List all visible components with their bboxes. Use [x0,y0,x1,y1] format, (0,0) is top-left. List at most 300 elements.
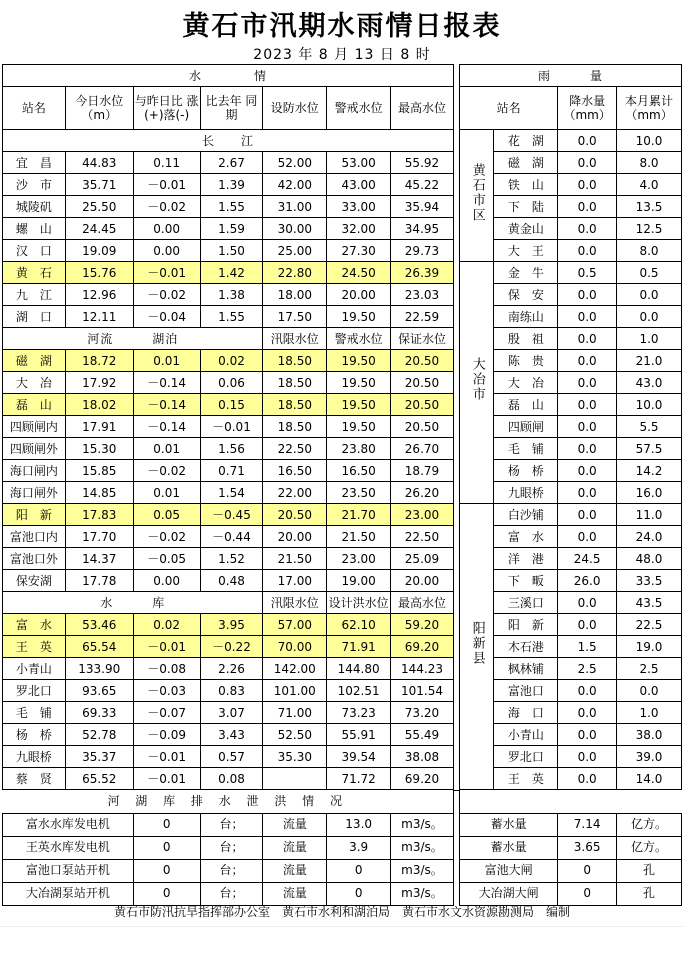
rain-station-name: 毛 铺 [494,438,558,460]
report-title: 黄石市汛期水雨情日报表 [182,11,502,42]
footer-issuers: 黄石市防汛抗旱指挥部办公室 黄石市水利和湖泊局 黄石市水文水资源勘测局 编制 [113,905,570,919]
column-header-rainfall: 降水量（mm） [558,87,617,130]
cell-max: 18.79 [391,460,454,482]
section-column-header: 最高水位 [391,592,454,614]
column-gap [453,174,459,196]
discharge-count: 0 [133,813,200,836]
water-header: 水 情 [3,65,454,87]
cell-today: 15.76 [65,262,133,284]
rain-station-name: 枫林铺 [494,658,558,680]
cell-change: 0.01 [133,482,200,504]
rain-rainfall: 0.0 [558,130,617,152]
cell-yoy: 0.57 [200,746,263,768]
cell-yoy: 1.56 [200,438,263,460]
rain-rainfall: 0.5 [558,262,617,284]
cell-warn: 27.30 [327,240,391,262]
column-gap [453,284,459,306]
cell-yoy: 1.52 [200,548,263,570]
discharge-table [2,790,682,906]
rain-month-total: 21.0 [617,350,682,372]
cell-today: 52.78 [65,724,133,746]
discharge-flow: 0 [327,882,391,905]
section-column-header: 保证水位 [391,328,454,350]
discharge-title: 河 湖 库 排 水 泄 洪 情 况 [107,794,348,808]
rain-station-name: 大 冶 [494,372,558,394]
cell-change: －0.05 [133,548,200,570]
column-gap [453,482,459,504]
rain-station-name: 富池口 [494,680,558,702]
cell-today: 18.02 [65,394,133,416]
storage-value: 0 [558,859,617,882]
cell-design: 101.00 [263,680,327,702]
rain-station-name: 三溪口 [494,592,558,614]
cell-name: 汉 口 [3,240,66,262]
column-gap [453,570,459,592]
cell-yoy: 1.39 [200,174,263,196]
cell-yoy: 2.67 [200,152,263,174]
column-gap [453,592,459,614]
rain-month-total: 38.0 [617,724,682,746]
column-gap [453,416,459,438]
rain-rainfall: 0.0 [558,394,617,416]
cell-name: 大 冶 [3,372,66,394]
cell-warn: 39.54 [327,746,391,768]
cell-change: 0.05 [133,504,200,526]
rain-region-label: 阳新县 [469,621,485,666]
cell-warn: 19.50 [327,416,391,438]
cell-name: 保安湖 [3,570,66,592]
rain-rainfall: 0.0 [558,526,617,548]
cell-today: 12.11 [65,306,133,328]
cell-yoy: 1.59 [200,218,263,240]
cell-name: 富池口内 [3,526,66,548]
discharge-flow: 3.9 [327,836,391,859]
rain-month-total: 1.0 [617,328,682,350]
cell-warn: 19.00 [327,570,391,592]
rain-month-total: 4.0 [617,174,682,196]
cell-name: 蔡 贤 [3,768,66,790]
column-gap [453,702,459,724]
discharge-flow-label: 流量 [263,882,327,905]
cell-name: 王 英 [3,636,66,658]
cell-warn: 19.50 [327,372,391,394]
rain-month-total: 8.0 [617,240,682,262]
rain-month-total: 0.0 [617,306,682,328]
cell-warn: 55.91 [327,724,391,746]
storage-unit: 孔 [617,859,682,882]
cell-max: 26.70 [391,438,454,460]
rain-month-total: 43.0 [617,372,682,394]
cell-design: 21.50 [263,548,327,570]
cell-max: 23.00 [391,504,454,526]
cell-change: －0.02 [133,460,200,482]
rain-station-name: 下 畈 [494,570,558,592]
cell-design: 17.00 [263,570,327,592]
cell-today: 69.33 [65,702,133,724]
rain-month-total: 16.0 [617,482,682,504]
rain-rainfall: 0.0 [558,328,617,350]
storage-name: 蓄水量 [459,813,557,836]
cell-name: 海口闸内 [3,460,66,482]
column-gap [453,240,459,262]
cell-name: 四顾闸外 [3,438,66,460]
cell-design: 52.50 [263,724,327,746]
cell-warn: 102.51 [327,680,391,702]
rain-region-label: 黄石市区 [469,162,485,223]
column-header-rain-station: 站名 [459,87,557,130]
table-row [3,152,682,174]
column-header-warning_level: 警戒水位 [327,87,391,130]
table-row [3,636,682,658]
cell-today: 14.85 [65,482,133,504]
column-gap [453,218,459,240]
cell-yoy: 0.08 [200,768,263,790]
cell-today: 25.50 [65,196,133,218]
rain-rainfall: 0.0 [558,284,617,306]
rain-month-total: 1.0 [617,702,682,724]
rain-rainfall: 0.0 [558,702,617,724]
rain-station-name: 南练山 [494,306,558,328]
cell-warn: 23.80 [327,438,391,460]
cell-design: 142.00 [263,658,327,680]
cell-today: 53.46 [65,614,133,636]
rain-month-total: 0.0 [617,680,682,702]
storage-name: 富池大闸 [459,859,557,882]
cell-design: 25.00 [263,240,327,262]
cell-max: 55.49 [391,724,454,746]
cell-max: 101.54 [391,680,454,702]
cell-name: 九 江 [3,284,66,306]
cell-max: 20.50 [391,394,454,416]
cell-warn: 32.00 [327,218,391,240]
table-row [3,614,682,636]
cell-yoy: 0.15 [200,394,263,416]
table-row [3,746,682,768]
table-row [3,702,682,724]
rain-month-total: 33.5 [617,570,682,592]
rain-station-name: 木石港 [494,636,558,658]
cell-today: 65.52 [65,768,133,790]
rain-month-total: 8.0 [617,152,682,174]
column-header-change: 与昨日比 涨(+)落(-) [133,87,200,130]
column-gap [453,768,459,790]
section-column-header: 警戒水位 [327,328,391,350]
rain-rainfall: 0.0 [558,372,617,394]
discharge-name: 富池口泵站开机 [3,859,134,882]
storage-name: 蓄水量 [459,836,557,859]
rain-station-name: 九眼桥 [494,482,558,504]
column-gap [453,460,459,482]
rain-station-name: 陈 贵 [494,350,558,372]
storage-unit: 亿方。 [617,836,682,859]
rain-month-total: 14.0 [617,768,682,790]
rain-station-name: 殷 祖 [494,328,558,350]
rain-station-name: 杨 桥 [494,460,558,482]
section-column-header: 设计洪水位 [327,592,391,614]
cell-today: 17.91 [65,416,133,438]
table-row [3,768,682,790]
discharge-flow-label: 流量 [263,813,327,836]
rain-station-name: 磁 湖 [494,152,558,174]
table-row [3,218,682,240]
section-column-header: 汛限水位 [263,592,327,614]
cell-design: 57.00 [263,614,327,636]
rain-month-total: 57.5 [617,438,682,460]
rain-month-total: 10.0 [617,394,682,416]
cell-change: －0.08 [133,658,200,680]
rain-month-total: 13.5 [617,196,682,218]
rain-station-name: 王 英 [494,768,558,790]
cell-yoy: －0.01 [200,416,263,438]
table-row [3,240,682,262]
rain-station-name: 花 湖 [494,130,558,152]
rain-rainfall: 0.0 [558,504,617,526]
cell-design: 18.50 [263,394,327,416]
report-date: 2023 年 8 月 13 日 8 时 [253,47,431,63]
cell-yoy: 1.55 [200,196,263,218]
cell-today: 12.96 [65,284,133,306]
cell-warn: 62.10 [327,614,391,636]
cell-warn: 23.00 [327,548,391,570]
cell-name: 富池口外 [3,548,66,570]
cell-yoy: 3.95 [200,614,263,636]
cell-today: 44.83 [65,152,133,174]
rain-station-name: 洋 港 [494,548,558,570]
rain-month-total: 10.0 [617,130,682,152]
section-changjiang: 长 江 [3,130,454,152]
cell-warn: 23.50 [327,482,391,504]
cell-max: 20.50 [391,350,454,372]
rain-station-name: 金 牛 [494,262,558,284]
table-row [3,570,682,592]
cell-warn: 19.50 [327,350,391,372]
cell-name: 沙 市 [3,174,66,196]
rain-rainfall: 0.0 [558,482,617,504]
cell-today: 15.30 [65,438,133,460]
column-gap [453,526,459,548]
table-row [3,680,682,702]
cell-max: 26.20 [391,482,454,504]
cell-design: 18.50 [263,416,327,438]
rain-station-name: 海 口 [494,702,558,724]
cell-change: －0.01 [133,174,200,196]
column-gap [453,680,459,702]
discharge-row [3,813,682,836]
cell-design: 16.50 [263,460,327,482]
rain-month-total: 12.5 [617,218,682,240]
cell-name: 城陵矶 [3,196,66,218]
cell-max: 69.20 [391,636,454,658]
table-row [3,460,682,482]
rain-rainfall: 0.0 [558,240,617,262]
cell-yoy: 2.26 [200,658,263,680]
rain-rainfall: 0.0 [558,306,617,328]
table-row [3,306,682,328]
cell-max: 22.50 [391,526,454,548]
rain-month-total: 24.0 [617,526,682,548]
discharge-name: 王英水库发电机 [3,836,134,859]
cell-name: 螺 山 [3,218,66,240]
column-gap [453,306,459,328]
cell-change: －0.01 [133,768,200,790]
rain-rainfall: 0.0 [558,196,617,218]
cell-change: 0.02 [133,614,200,636]
cell-yoy: 3.43 [200,724,263,746]
cell-warn: 19.50 [327,306,391,328]
rain-station-name: 黄金山 [494,218,558,240]
cell-yoy: 1.38 [200,284,263,306]
cell-name: 杨 桥 [3,724,66,746]
cell-max: 23.03 [391,284,454,306]
column-header-vs_last_year: 比去年 同 期 [200,87,263,130]
cell-warn: 24.50 [327,262,391,284]
storage-name: 大冶湖大闸 [459,882,557,905]
cell-design: 30.00 [263,218,327,240]
section-rivers-lakes: 河流 湖泊 [3,328,263,350]
column-header-today_level: 今日水位（m） [65,87,133,130]
table-row [3,284,682,306]
cell-today: 35.71 [65,174,133,196]
cell-today: 14.37 [65,548,133,570]
column-gap [453,636,459,658]
cell-name: 四顾闸内 [3,416,66,438]
table-row [3,262,682,284]
table-row [3,526,682,548]
cell-name: 湖 口 [3,306,66,328]
rain-rainfall: 0.0 [558,746,617,768]
cell-name: 九眼桥 [3,746,66,768]
cell-yoy: 1.54 [200,482,263,504]
cell-max: 35.94 [391,196,454,218]
rain-station-name: 铁 山 [494,174,558,196]
cell-yoy: －0.45 [200,504,263,526]
rain-station-name: 四顾闸 [494,416,558,438]
cell-warn: 21.50 [327,526,391,548]
cell-warn: 19.50 [327,394,391,416]
rain-rainfall: 0.0 [558,218,617,240]
main-table [2,64,682,790]
column-gap [453,614,459,636]
cell-change: －0.01 [133,746,200,768]
cell-name: 黄 石 [3,262,66,284]
cell-max: 20.50 [391,372,454,394]
cell-name: 罗北口 [3,680,66,702]
rain-month-total: 39.0 [617,746,682,768]
table-row [3,724,682,746]
cell-change: －0.02 [133,284,200,306]
section-row [3,592,682,614]
cell-change: －0.09 [133,724,200,746]
discharge-row [3,836,682,859]
cell-name: 小青山 [3,658,66,680]
discharge-title-row [3,791,682,814]
cell-change: －0.07 [133,702,200,724]
section-row [3,130,682,152]
rain-region-label: 大冶市 [469,357,485,402]
cell-design: 31.00 [263,196,327,218]
cell-max: 38.08 [391,746,454,768]
cell-change: －0.02 [133,196,200,218]
discharge-count: 0 [133,859,200,882]
cell-max: 59.20 [391,614,454,636]
rain-station-name: 白沙铺 [494,504,558,526]
discharge-row [3,882,682,905]
cell-warn: 73.23 [327,702,391,724]
cell-yoy: 0.02 [200,350,263,372]
discharge-flow-unit: m3/s。 [391,813,454,836]
rain-rainfall: 0.0 [558,152,617,174]
cell-warn: 71.91 [327,636,391,658]
discharge-flow-label: 流量 [263,836,327,859]
cell-warn: 43.00 [327,174,391,196]
cell-max: 45.22 [391,174,454,196]
cell-change: 0.00 [133,218,200,240]
rain-rainfall: 0.0 [558,350,617,372]
cell-warn: 33.00 [327,196,391,218]
cell-warn: 21.70 [327,504,391,526]
cell-design: 70.00 [263,636,327,658]
discharge-count: 0 [133,882,200,905]
cell-change: －0.01 [133,636,200,658]
section-row [3,328,682,350]
rain-rainfall: 0.0 [558,768,617,790]
rain-month-total: 2.5 [617,658,682,680]
column-gap [453,438,459,460]
rain-station-name: 下 陆 [494,196,558,218]
cell-warn: 53.00 [327,152,391,174]
blank-cell [459,791,681,814]
storage-value: 0 [558,882,617,905]
cell-design: 20.00 [263,526,327,548]
cell-design: 18.50 [263,350,327,372]
cell-max: 20.00 [391,570,454,592]
rain-rainfall: 24.5 [558,548,617,570]
column-gap [453,328,459,350]
discharge-unit: 台； [200,882,263,905]
discharge-flow-unit: m3/s。 [391,882,454,905]
cell-max: 73.20 [391,702,454,724]
rain-rainfall: 0.0 [558,614,617,636]
cell-max: 144.23 [391,658,454,680]
cell-design: 22.00 [263,482,327,504]
cell-warn: 20.00 [327,284,391,306]
cell-name: 阳 新 [3,504,66,526]
table-row [3,548,682,570]
cell-max: 29.73 [391,240,454,262]
rain-station-name: 罗北口 [494,746,558,768]
cell-change: －0.14 [133,416,200,438]
cell-yoy: 0.06 [200,372,263,394]
rain-month-total: 0.0 [617,284,682,306]
cell-name: 宜 昌 [3,152,66,174]
column-gap [453,196,459,218]
rain-rainfall: 0.0 [558,592,617,614]
cell-today: 24.45 [65,218,133,240]
rain-rainfall: 0.0 [558,438,617,460]
cell-yoy: 0.71 [200,460,263,482]
cell-yoy: 0.48 [200,570,263,592]
cell-design: 17.50 [263,306,327,328]
discharge-flow: 13.0 [327,813,391,836]
rain-rainfall: 0.0 [558,416,617,438]
discharge-flow: 0 [327,859,391,882]
rain-month-total: 43.5 [617,592,682,614]
cell-design: 22.80 [263,262,327,284]
rain-region [459,130,493,262]
cell-name: 磊 山 [3,394,66,416]
discharge-unit: 台； [200,836,263,859]
column-gap [453,746,459,768]
